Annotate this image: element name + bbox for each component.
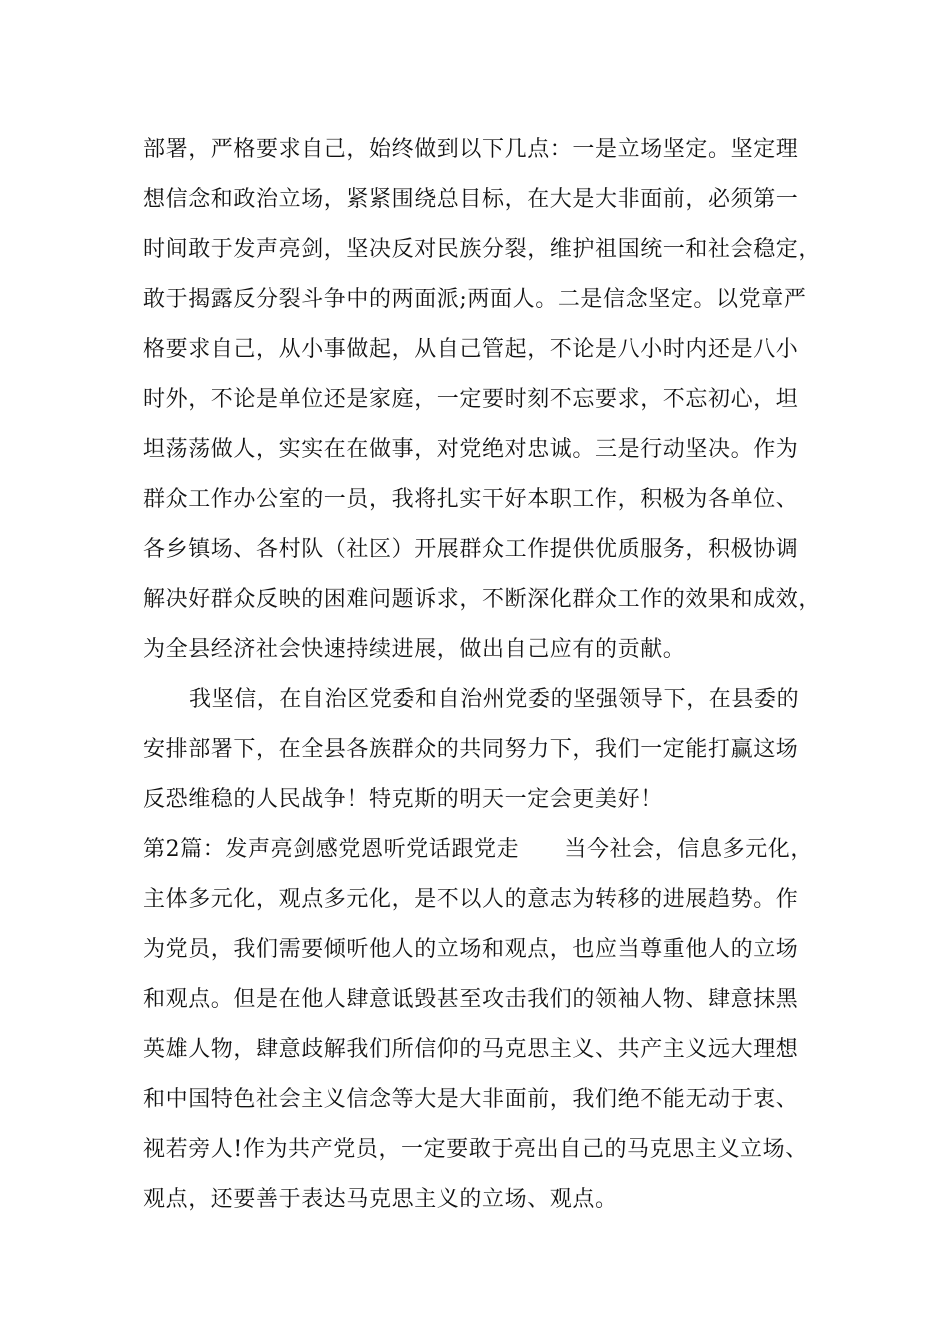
- text-line: 视若旁人!作为共产党员，一定要敢于亮出自己的马克思主义立场、: [143, 1137, 808, 1162]
- text-line: 敢于揭露反分裂斗争中的两面派;两面人。二是信念坚定。以党章严: [143, 287, 807, 312]
- text-line: 时间敢于发声亮剑，坚决反对民族分裂，维护祖国统一和社会稳定，: [143, 237, 822, 262]
- text-line: 和中国特色社会主义信念等大是大非面前，我们绝不能无动于衷、: [143, 1087, 799, 1112]
- text-line: 部署，严格要求自己，始终做到以下几点：一是立场坚定。坚定理: [143, 137, 799, 162]
- paragraph-first-line: 我坚信，在自治区党委和自治州党委的坚强领导下，在县委的: [189, 687, 800, 712]
- text-line: 为全县经济社会快速持续进展，做出自己应有的贡献。: [143, 637, 686, 662]
- text-line: 为党员，我们需要倾听他人的立场和观点，也应当尊重他人的立场: [143, 937, 799, 962]
- text-line: 英雄人物，肆意歧解我们所信仰的马克思主义、共产主义远大理想: [143, 1037, 799, 1062]
- text-line: 观点，还要善于表达马克思主义的立场、观点。: [143, 1187, 618, 1212]
- text-line: 反恐维稳的人民战争！特克斯的明天一定会更美好！: [143, 787, 663, 812]
- section-heading-line: 第2篇：发声亮剑感党恩听党话跟党走 当今社会，信息多元化，: [143, 837, 813, 862]
- text-line: 各乡镇场、各村队（社区）开展群众工作提供优质服务，积极协调: [143, 537, 799, 562]
- text-line: 时外，不论是单位还是家庭，一定要时刻不忘要求，不忘初心，坦: [143, 387, 799, 412]
- text-line: 坦荡荡做人，实实在在做事，对党绝对忠诚。三是行动坚决。作为: [143, 437, 799, 462]
- text-line: 安排部署下，在全县各族群众的共同努力下，我们一定能打赢这场: [143, 737, 799, 762]
- text-line: 解决好群众反映的困难问题诉求，不断深化群众工作的效果和成效，: [143, 587, 822, 612]
- text-line: 和观点。但是在他人肆意诋毁甚至攻击我们的领袖人物、肆意抹黑: [143, 987, 799, 1012]
- text-line: 主体多元化，观点多元化，是不以人的意志为转移的进展趋势。作: [143, 887, 799, 912]
- text-line: 想信念和政治立场，紧紧围绕总目标，在大是大非面前，必须第一: [143, 187, 799, 212]
- text-line: 格要求自己，从小事做起，从自己管起，不论是八小时内还是八小: [143, 337, 799, 362]
- text-line: 群众工作办公室的一员，我将扎实干好本职工作，积极为各单位、: [143, 487, 799, 512]
